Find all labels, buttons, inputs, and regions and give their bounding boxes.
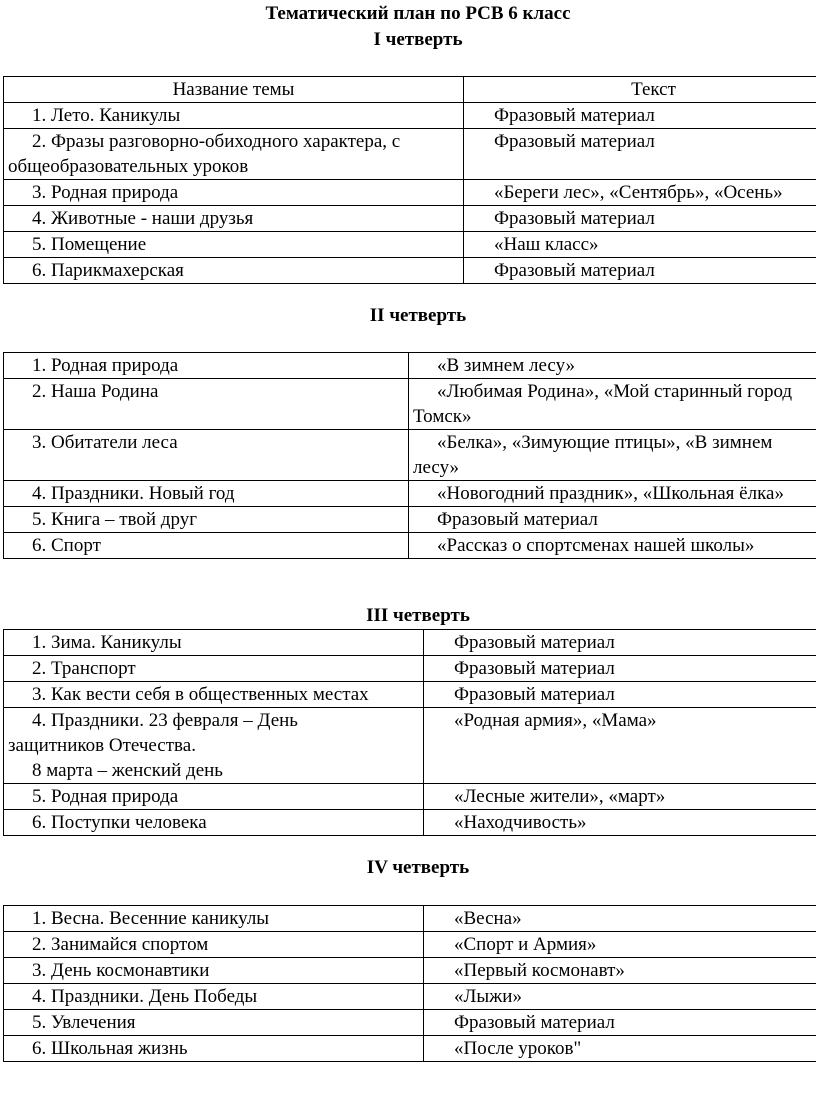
table-header-row	[4, 77, 816, 103]
topic-cell: 4. Праздники. Новый год	[4, 481, 409, 507]
quarter-3-heading: III четверть	[366, 605, 470, 626]
text-cell	[409, 379, 816, 430]
table-row	[4, 481, 816, 507]
text-cell: Фразовый материал	[464, 129, 816, 180]
text-cell	[409, 430, 816, 481]
text-value: «Рассказ о спортсменах нашей школы»	[437, 535, 755, 556]
topic-cell: 6. Спорт	[4, 533, 409, 559]
table-row	[4, 1010, 816, 1036]
table-row	[4, 906, 816, 932]
topic-text: 2. Фразы разговорно-обиходного характера, с общеобразовательных уроков	[8, 131, 401, 177]
quarter-4-heading: IV четверть	[366, 857, 470, 878]
topic-cell: 5. Помещение	[4, 232, 464, 258]
table-row	[4, 682, 816, 708]
topic-cell: 4. Праздники. День Победы	[4, 984, 424, 1010]
table-row	[4, 1036, 816, 1062]
table-row	[4, 810, 816, 836]
text-cell: «Береги лес», «Сентябрь», «Осень»	[464, 180, 816, 206]
topic-cell: 6. Парикмахерская	[4, 258, 464, 284]
topic-cell: 2. Транспорт	[4, 656, 424, 682]
table-row	[4, 379, 816, 430]
text-cell	[409, 353, 816, 379]
table-row	[4, 984, 816, 1010]
table-row	[4, 533, 816, 559]
table-row	[4, 932, 816, 958]
table-row	[4, 784, 816, 810]
table-row	[4, 958, 816, 984]
topic-cell: 6. Поступки человека	[4, 810, 424, 836]
topic-cell: 5. Родная природа	[4, 784, 424, 810]
topic-cell: 1. Родная природа	[4, 353, 409, 379]
topic-cell: 3. Обитатели леса	[4, 430, 409, 481]
text-cell: «Весна»	[424, 906, 816, 932]
table-row	[4, 103, 816, 129]
text-cell: «Лыжи»	[424, 984, 816, 1010]
topic-text-line2: 8 марта – женский день	[32, 760, 223, 781]
text-cell: «После уроков"	[424, 1036, 816, 1062]
table-row	[4, 708, 816, 784]
table-row	[4, 232, 816, 258]
text-cell: Фразовый материал	[424, 682, 816, 708]
text-cell	[409, 481, 816, 507]
text-cell: «Наш класс»	[464, 232, 816, 258]
quarter-1-table	[3, 76, 816, 284]
table-row	[4, 656, 816, 682]
text-cell: Фразовый материал	[464, 103, 816, 129]
topic-cell	[4, 708, 424, 784]
text-cell: «Лесные жители», «март»	[424, 784, 816, 810]
table-row	[4, 258, 816, 284]
topic-cell: 1. Весна. Весенние каникулы	[4, 906, 424, 932]
table-row	[4, 430, 816, 481]
text-value: «Любимая Родина», «Мой старинный город Томск»	[413, 381, 793, 427]
quarter-1-heading: I четверть	[373, 29, 463, 50]
table-row	[4, 630, 816, 656]
topic-cell	[4, 129, 464, 180]
topic-cell: 3. Как вести себя в общественных местах	[4, 682, 424, 708]
text-cell: Фразовый материал	[424, 656, 816, 682]
quarter-2-table	[3, 352, 816, 559]
topic-cell: 2. Занимайся спортом	[4, 932, 424, 958]
quarter-2-heading: II четверть	[369, 305, 467, 326]
text-cell: Фразовый материал	[464, 258, 816, 284]
topic-cell: 3. День космонавтики	[4, 958, 424, 984]
table-row	[4, 353, 816, 379]
text-column-header: Текст	[464, 77, 816, 103]
table-row	[4, 507, 816, 533]
table-row	[4, 129, 816, 180]
text-cell: «Спорт и Армия»	[424, 932, 816, 958]
topic-text: 4. Праздники. 23 февраля – День защитников Отечества.	[8, 710, 298, 756]
topic-cell: 1. Зима. Каникулы	[4, 630, 424, 656]
text-value: «В зимнем лесу»	[437, 355, 576, 376]
topic-cell: 6. Школьная жизнь	[4, 1036, 424, 1062]
text-cell	[409, 507, 816, 533]
table-row	[4, 206, 816, 232]
topic-column-header: Название темы	[4, 77, 464, 103]
text-value: «Белка», «Зимующие птицы», «В зимнем лесу»	[413, 432, 773, 478]
topic-cell: 1. Лето. Каникулы	[4, 103, 464, 129]
quarter-3-table	[3, 629, 816, 836]
topic-cell: 5. Увлечения	[4, 1010, 424, 1036]
document-title: Тематический план по РСВ 6 класс	[265, 3, 571, 24]
text-cell: «Первый космонавт»	[424, 958, 816, 984]
topic-line	[8, 708, 373, 758]
text-value: «Новогодний праздник», «Школьная ёлка»	[437, 483, 784, 504]
text-cell	[409, 533, 816, 559]
topic-cell: 2. Наша Родина	[4, 379, 409, 430]
topic-cell: 3. Родная природа	[4, 180, 464, 206]
text-cell: «Находчивость»	[424, 810, 816, 836]
text-value: Фразовый материал	[437, 509, 598, 530]
text-cell: Фразовый материал	[424, 630, 816, 656]
table-row	[4, 180, 816, 206]
topic-line	[8, 758, 373, 783]
text-cell: «Родная армия», «Мама»	[424, 708, 816, 784]
topic-cell: 5. Книга – твой друг	[4, 507, 409, 533]
topic-cell: 4. Животные - наши друзья	[4, 206, 464, 232]
quarter-4-table	[3, 905, 816, 1062]
text-cell: Фразовый материал	[424, 1010, 816, 1036]
text-cell: Фразовый материал	[464, 206, 816, 232]
